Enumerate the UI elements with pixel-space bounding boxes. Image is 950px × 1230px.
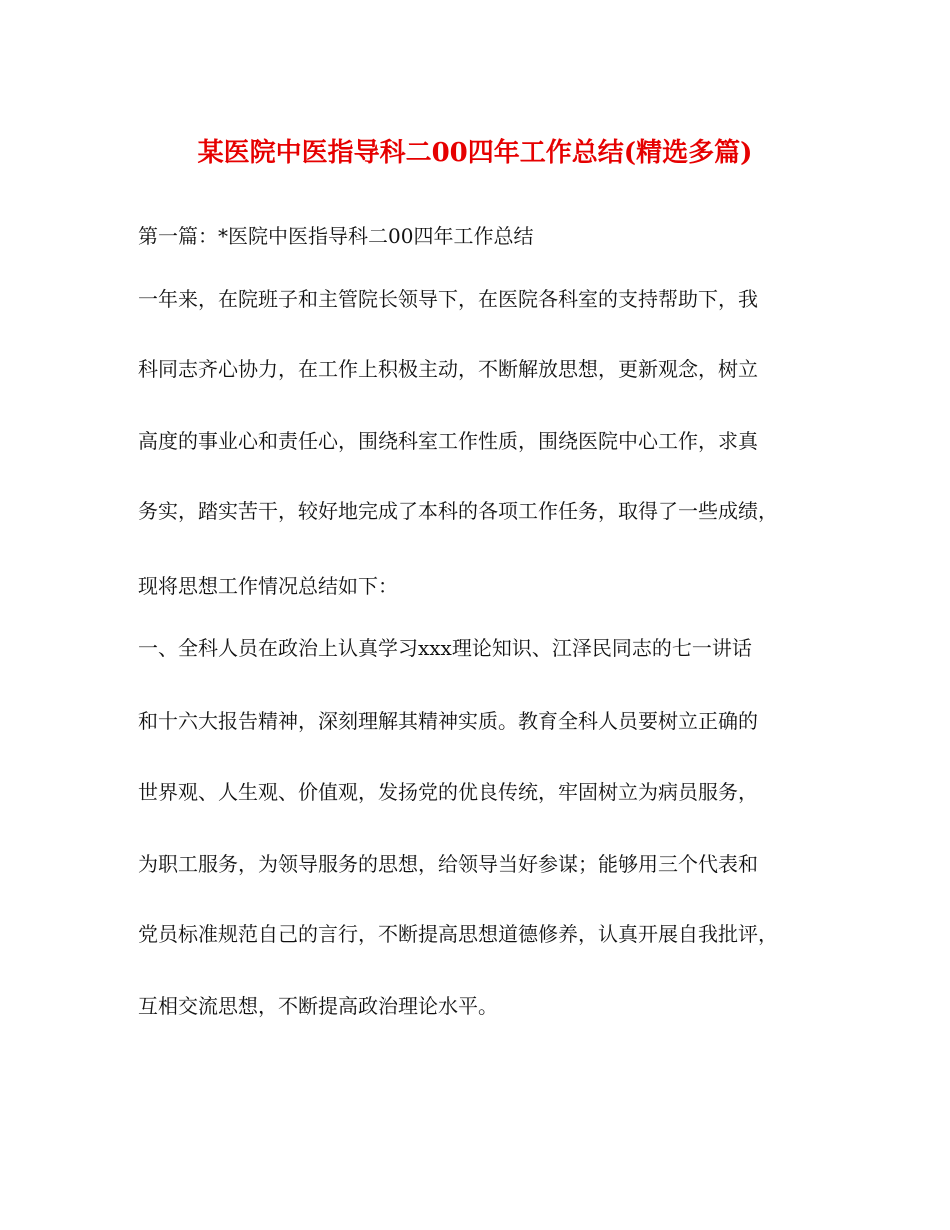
- paragraph-line: 务实，踏实苦干，较好地完成了本科的各项工作任务，取得了一些成绩，: [138, 499, 778, 523]
- paragraph-line: 世界观、人生观、价值观，发扬党的优良传统，牢固树立为病员服务，: [138, 780, 758, 804]
- paragraph-line: 一年来，在院班子和主管院长领导下，在医院各科室的支持帮助下，我: [138, 287, 758, 311]
- paragraph-line: 高度的事业心和责任心，围绕科室工作性质，围绕医院中心工作，求真: [138, 429, 758, 453]
- paragraph-line: 现将思想工作情况总结如下：: [138, 574, 398, 598]
- paragraph-line: 为职工服务，为领导服务的思想，给领导当好参谋；能够用三个代表和: [138, 852, 758, 876]
- paragraph-line: 党员标准规范自己的言行，不断提高思想道德修养，认真开展自我批评，: [138, 922, 778, 946]
- document-title: 某医院中医指导科二00四年工作总结(精选多篇): [197, 138, 753, 168]
- paragraph-line: 和十六大报告精神，深刻理解其精神实质。教育全科人员要树立正确的: [138, 709, 758, 733]
- paragraph-line: 一、全科人员在政治上认真学习xxx理论知识、江泽民同志的七一讲话: [138, 636, 752, 660]
- section-heading: 第一篇：*医院中医指导科二00四年工作总结: [138, 224, 534, 248]
- paragraph-line: 科同志齐心协力，在工作上积极主动，不断解放思想，更新观念，树立: [138, 357, 758, 381]
- paragraph-line: 互相交流思想，不断提高政治理论水平。: [138, 994, 498, 1018]
